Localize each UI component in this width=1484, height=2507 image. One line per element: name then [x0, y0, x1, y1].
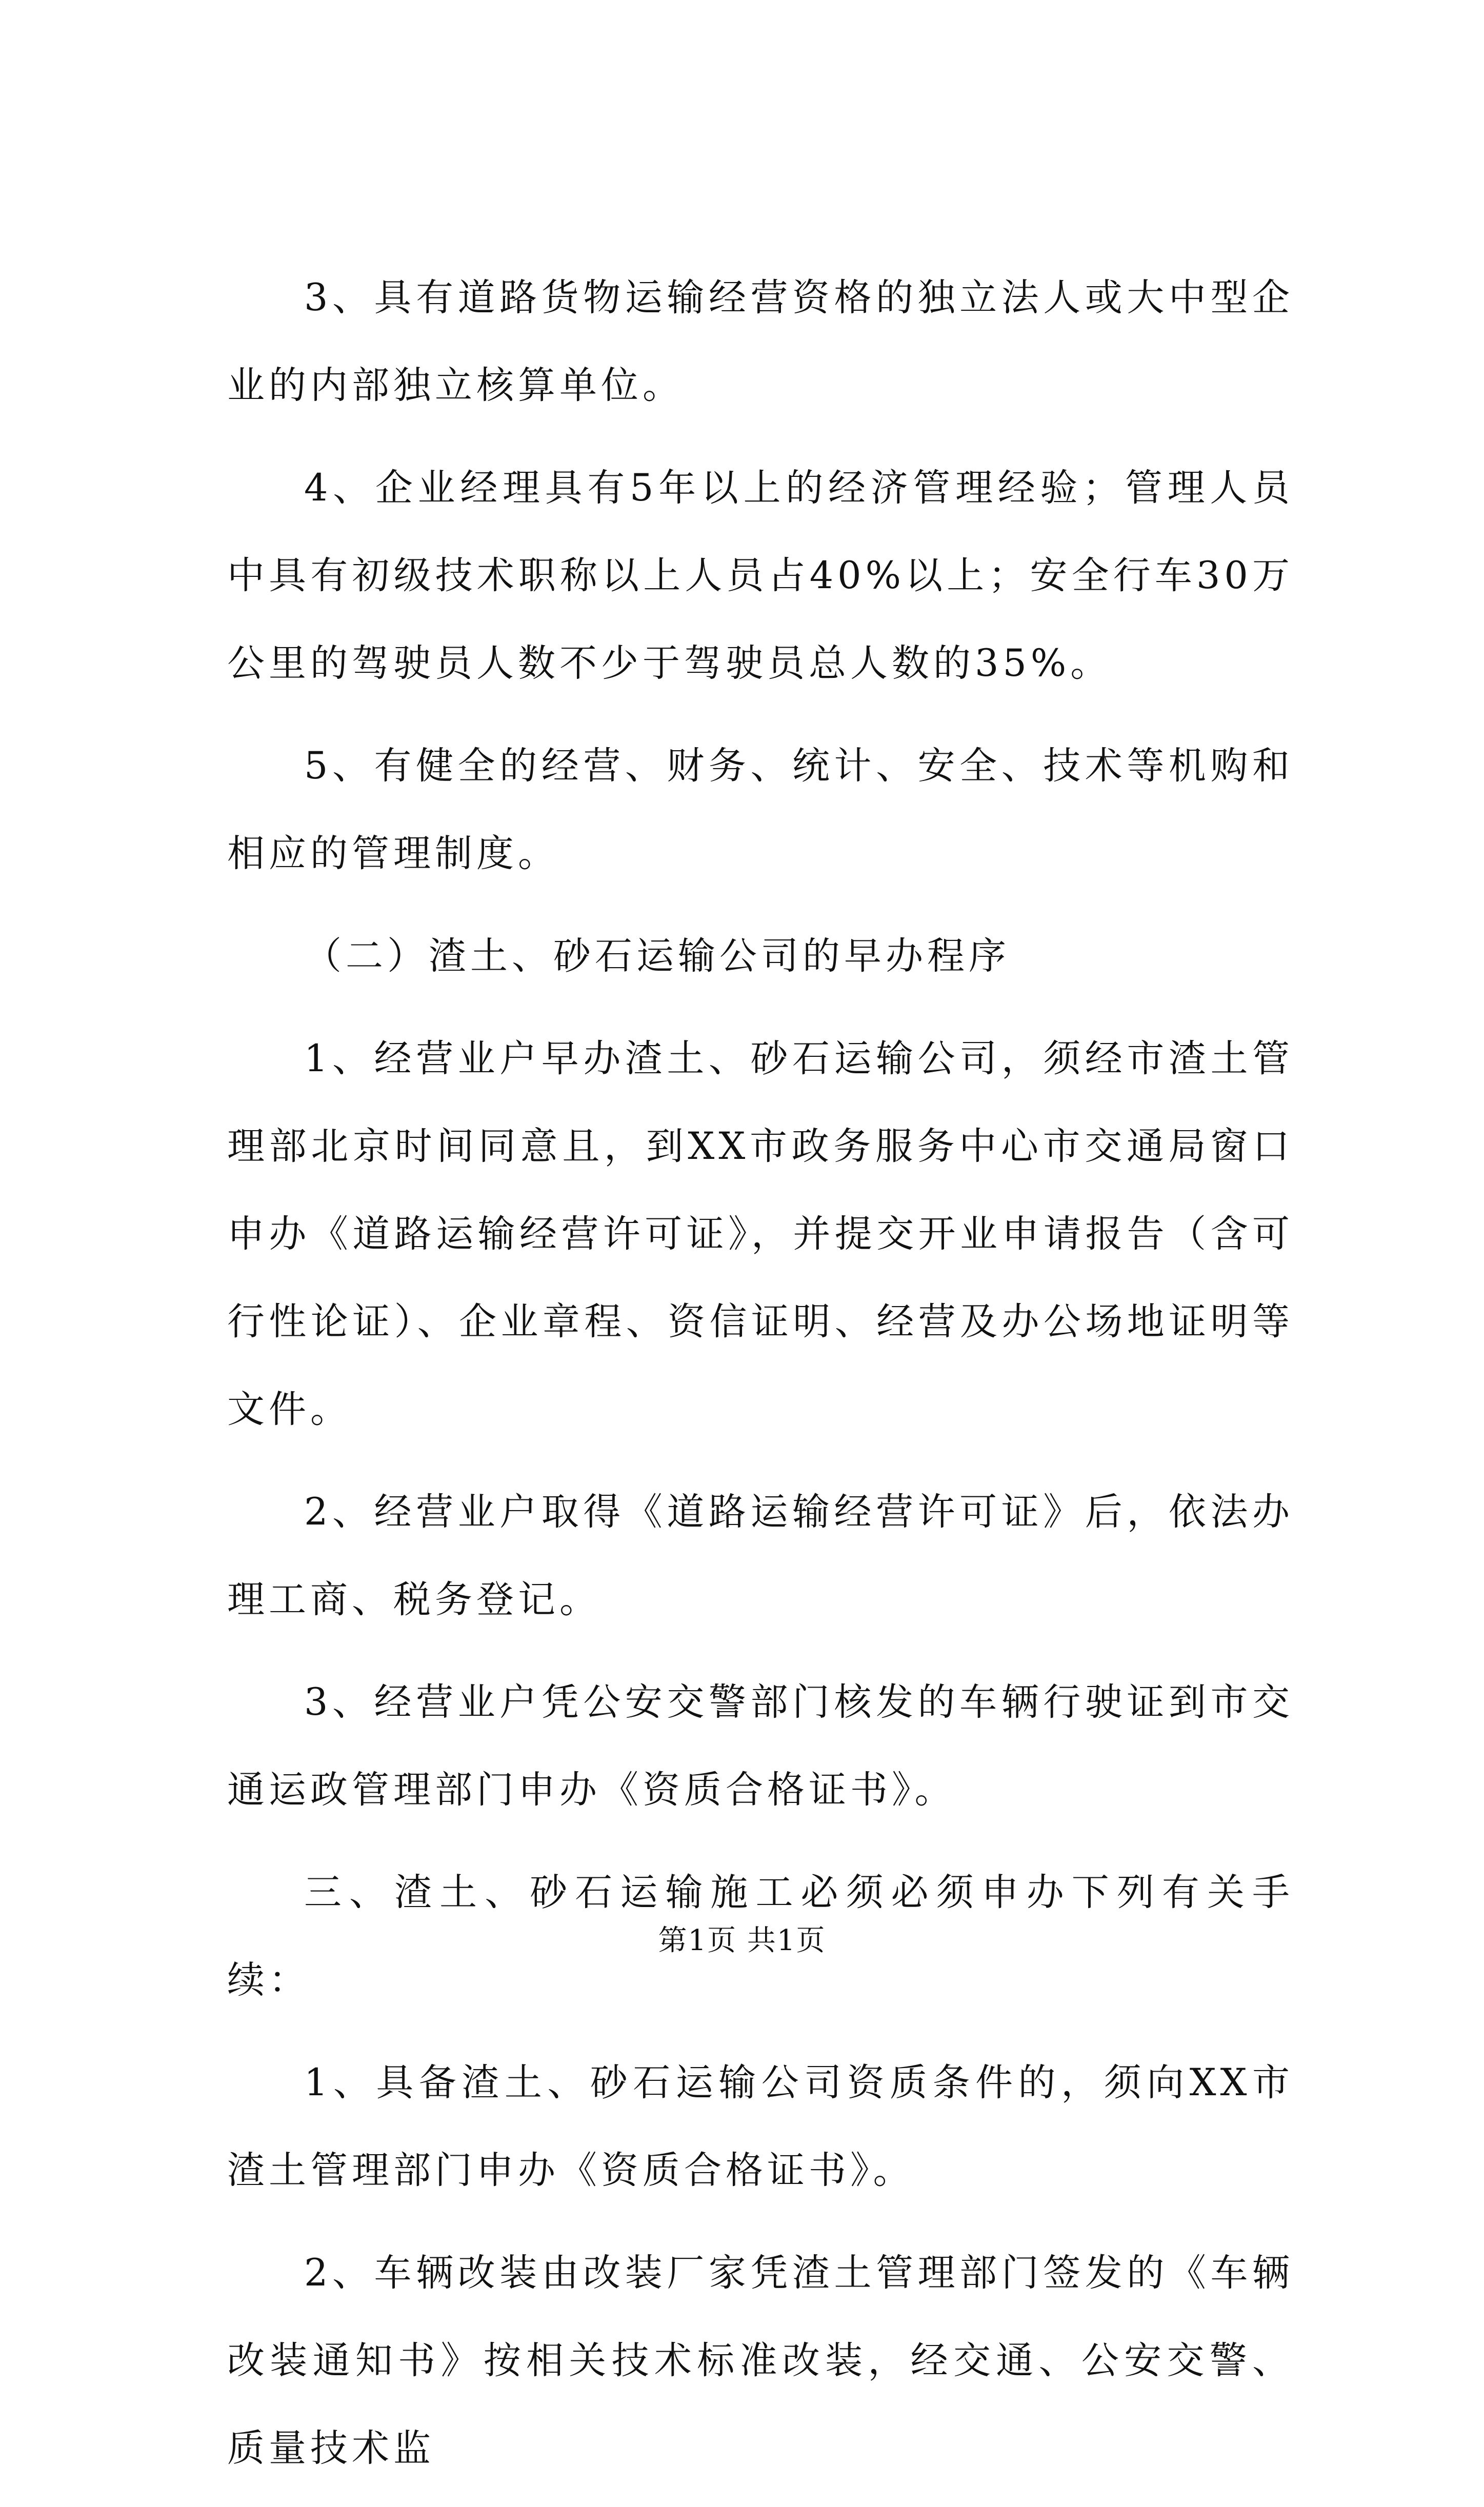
paragraph-requirement-5: 5、有健全的经营、财务、统计、安全、技术等机购和相应的管理制度。: [227, 744, 1294, 875]
paragraph-procedures-1: 1、具备渣土、砂石运输公司资质条件的，须向XX市渣土管理部门申办《资质合格证书》。: [227, 2061, 1294, 2192]
section-heading-procedure: （二）渣土、砂石运输公司的早办程序: [304, 934, 1010, 978]
paragraph-procedures-2: 2、车辆改装由改装厂家凭渣土管理部门签发的《车辆改装通知书》按相关技术标准改装，经交通、公安交警、质量技术监: [227, 2251, 1294, 2470]
paragraph-requirement-3: 3、具有道路货物运输经营资格的独立法人或大中型企业的内部独立核算单位。: [227, 276, 1294, 407]
paragraph-procedure-3: 3、经营业户凭公安交警部门核发的车辆行驶证到市交通运政管理部门申办《资质合格证书》。: [227, 1680, 1294, 1812]
paragraph-requirement-4: 4、企业经理具有5年以上的经济管理经验；管理人员中具有初级技术职称以上人员占40%以上；安全行车30万公里的驾驶员人数不少于驾驶员总人数的35%。: [227, 466, 1294, 685]
document-body: [227, 254, 1294, 2507]
paragraph-procedure-1: 1、经营业户早办渣土、砂石运输公司，须经市渣土管理部北京时间同意且，到XX市政务服务中心市交通局窗口申办《道路运输经营许可证》，并提交开业申请报告（含可行性论证）、企业章程、资信证明、经营及办公场地证明等文件。: [227, 1037, 1294, 1431]
section-heading-procedures: 三、渣土、砂石运输施工必须必须申办下列有关手续：: [227, 1871, 1294, 2002]
page-footer: 第1页 共1页: [658, 1924, 826, 1957]
paragraph-procedure-2: 2、经营业户取得《道路运输经营许可证》后，依法办理工商、税务登记。: [227, 1490, 1294, 1621]
